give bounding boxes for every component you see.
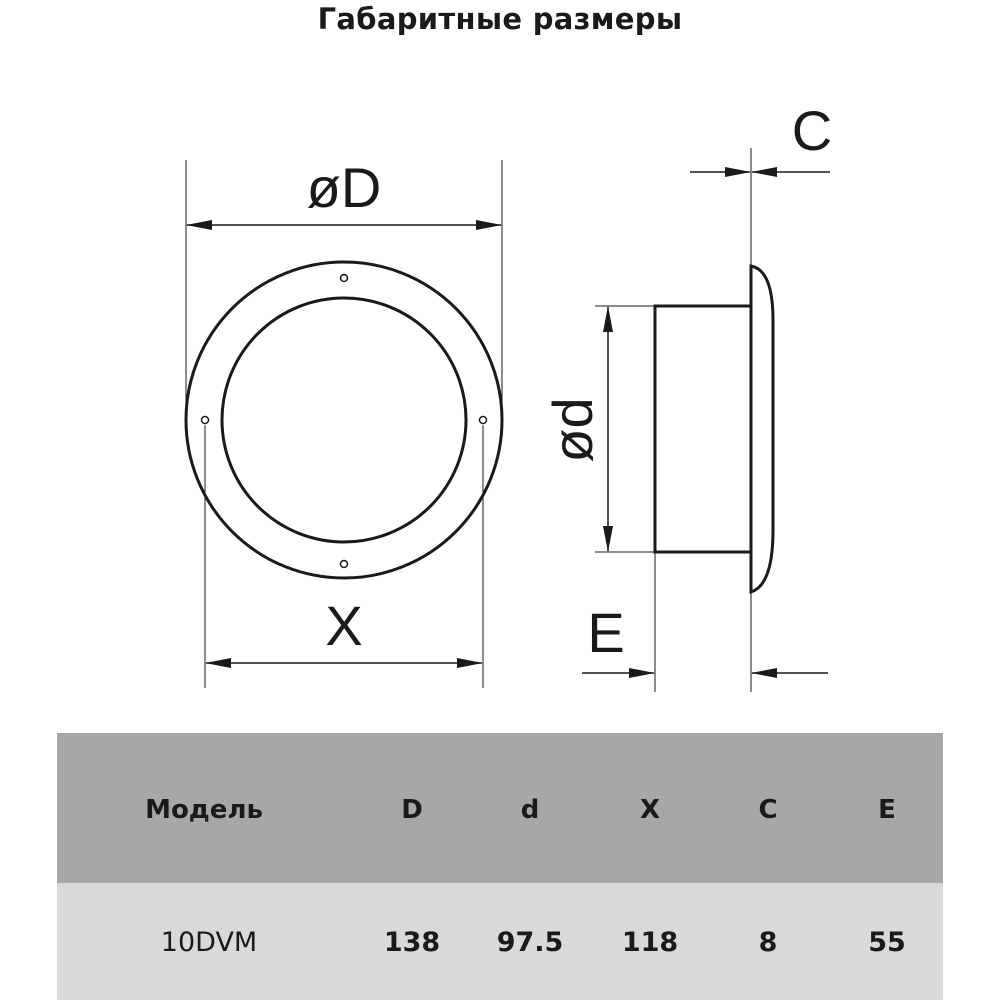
cell-D: 138 xyxy=(383,927,441,958)
front-view xyxy=(186,262,502,578)
cell-model: 10DVM xyxy=(160,927,258,958)
spec-table xyxy=(57,733,943,1000)
cell-X: 118 xyxy=(621,927,679,958)
duct-body xyxy=(655,306,751,552)
cell-E: 55 xyxy=(868,927,906,958)
label-E: E xyxy=(587,601,625,664)
cell-d: 97.5 xyxy=(496,927,564,958)
mounting-hole-right xyxy=(480,417,487,424)
dimension-C xyxy=(690,148,830,266)
header-C: C xyxy=(758,795,778,825)
header-model: Модель xyxy=(145,795,263,825)
page-title: Габаритные размеры xyxy=(317,2,683,36)
header-X: X xyxy=(639,795,661,825)
table-row xyxy=(57,883,943,1000)
label-D: øD xyxy=(306,156,382,219)
label-X: X xyxy=(325,594,363,657)
flange-profile xyxy=(751,266,773,592)
inner-opening-ring xyxy=(222,298,466,542)
header-d: d xyxy=(520,795,540,825)
dimension-d xyxy=(595,306,655,552)
side-view xyxy=(655,266,773,592)
mounting-hole-bottom xyxy=(341,561,348,568)
label-d: ød xyxy=(541,397,604,463)
header-E: E xyxy=(878,795,896,825)
outer-flange-ring xyxy=(186,262,502,578)
mounting-hole-top xyxy=(341,275,348,282)
header-D: D xyxy=(401,795,423,825)
mounting-hole-left xyxy=(202,417,209,424)
label-C: C xyxy=(791,99,833,162)
cell-C: 8 xyxy=(758,927,778,958)
table-header xyxy=(57,733,943,883)
